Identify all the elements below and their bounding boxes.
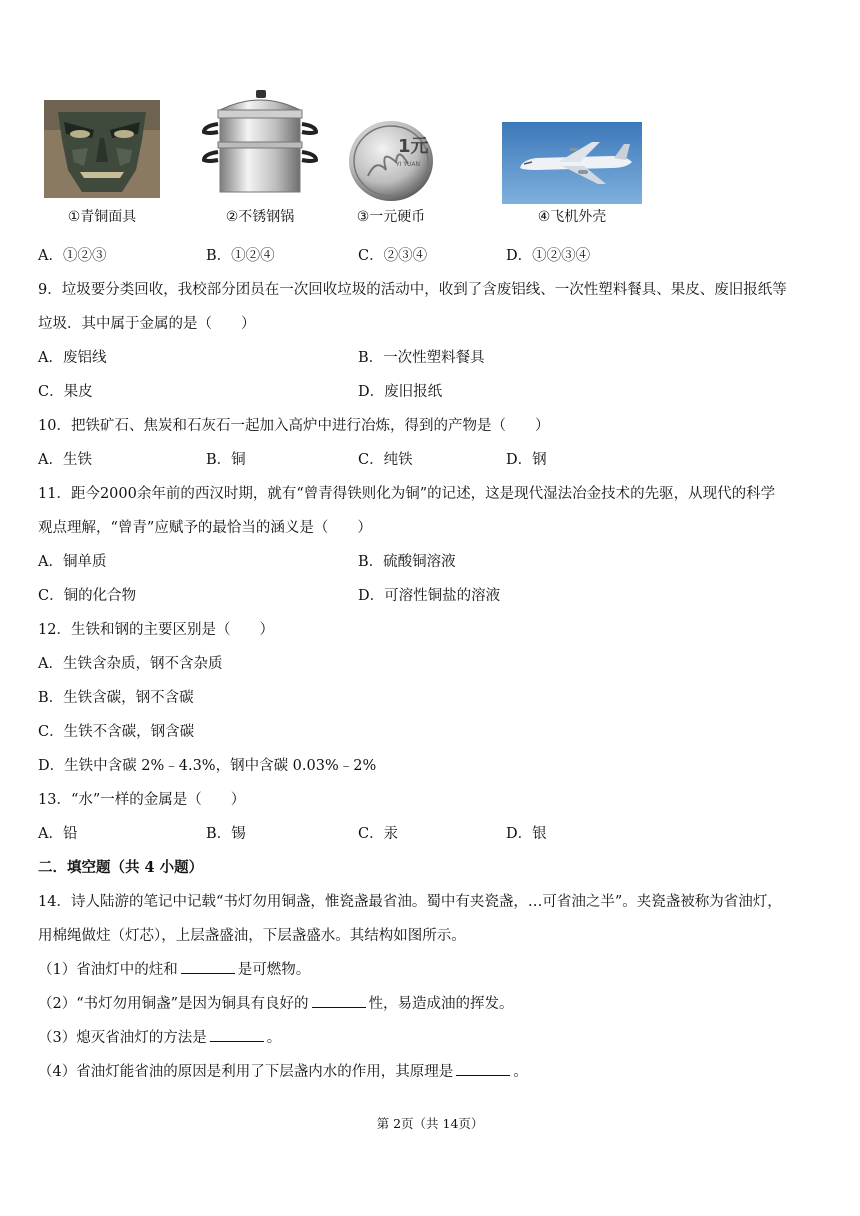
q8-option-c: C．②③④ — [358, 248, 428, 264]
q14-sub3-text-b: 。 — [266, 1030, 282, 1046]
q8-option-a: A．①②③ — [38, 248, 107, 264]
q13-option-c: C．汞 — [358, 826, 399, 842]
airplane-image — [502, 122, 642, 204]
q11-stem-2: 观点理解，“曾青”应赋予的最恰当的涵义是（ ） — [38, 520, 372, 536]
steamer-pot-icon — [198, 88, 322, 200]
q13-option-d: D．银 — [506, 826, 547, 842]
q13-stem: 13．“水”一样的金属是（ ） — [38, 792, 246, 808]
section-heading: 二．填空题（共 4 小题） — [38, 859, 204, 876]
image-caption-4: ④飞机外壳 — [537, 209, 607, 225]
q9-option-c: C．果皮 — [38, 384, 93, 400]
q10-option-d: D．钢 — [506, 452, 547, 468]
bronze-mask-icon — [44, 100, 160, 198]
q9-option-a: A．废铝线 — [38, 350, 107, 366]
q14-sub3-text-a: （3）熄灭省油灯的方法是 — [38, 1030, 207, 1046]
q10-option-b: B．铜 — [206, 452, 246, 468]
q14-sub4 — [38, 1060, 528, 1081]
q14-sub1-text-b: 是可燃物。 — [237, 962, 311, 978]
q11-stem-1: 11．距今2000余年前的西汉时期，就有“曾青得铁则化为铜”的记述，这是现代湿法冶金技术的先驱，从现代的科学 — [38, 486, 776, 502]
q14-sub2-text-a: （2）“书灯勿用铜盏”是因为铜具有良好的 — [38, 996, 309, 1012]
airplane-icon — [502, 122, 642, 204]
q12-option-a: A．生铁含杂质，钢不含杂质 — [38, 656, 223, 672]
image-caption-1: ①青铜面具 — [67, 209, 137, 225]
answer-blank[interactable] — [456, 1063, 510, 1076]
answer-blank[interactable] — [181, 961, 235, 974]
q8-option-b: B．①②④ — [206, 248, 275, 264]
image-caption-2: ②不锈钢锅 — [225, 209, 295, 225]
q10-option-c: C．纯铁 — [358, 452, 413, 468]
q13-option-a: A．铅 — [38, 826, 78, 842]
steamer-pot-image — [198, 88, 322, 200]
one-yuan-coin-icon — [346, 118, 436, 204]
q14-sub1-text-a: （1）省油灯中的炷和 — [38, 962, 178, 978]
q9-option-d: D．废旧报纸 — [358, 384, 443, 400]
image-caption-3: ③一元硬币 — [356, 209, 426, 225]
q11-option-d: D．可溶性铜盐的溶液 — [358, 588, 501, 604]
answer-blank[interactable] — [210, 1029, 264, 1042]
q11-option-c: C．铜的化合物 — [38, 588, 137, 604]
bronze-mask-image — [44, 100, 160, 198]
q13-option-b: B．锡 — [206, 826, 246, 842]
coin-sub-text: YI YUAN — [396, 161, 420, 168]
q14-sub2 — [38, 992, 514, 1013]
q12-option-c: C．生铁不含碳，钢含碳 — [38, 724, 195, 740]
q10-stem: 10．把铁矿石、焦炭和石灰石一起加入高炉中进行冶炼，得到的产物是（ ） — [38, 418, 550, 434]
answer-blank[interactable] — [312, 995, 366, 1008]
q9-stem-1: 9．垃圾要分类回收，我校部分团员在一次回收垃圾的活动中，收到了含废铝线、一次性塑料餐具、果皮、废旧报纸等 — [38, 282, 787, 298]
q14-sub3 — [38, 1026, 281, 1047]
q10-option-a: A．生铁 — [38, 452, 92, 468]
page-footer: 第 2页（共 14页） — [376, 1116, 484, 1131]
q14-sub4-text-b: 。 — [513, 1064, 528, 1080]
q12-option-d: D．生铁中含碳 2%﹣4.3%，钢中含碳 0.03%﹣2% — [38, 758, 377, 774]
q9-stem-2: 垃圾．其中属于金属的是（ ） — [38, 316, 256, 332]
q11-option-b: B．硫酸铜溶液 — [358, 554, 456, 570]
q8-option-d: D．①②③④ — [506, 248, 591, 264]
q9-option-b: B．一次性塑料餐具 — [358, 350, 485, 366]
q14-stem-2: 用棉绳做炷（灯芯），上层盏盛油，下层盏盛水。其结构如图所示。 — [38, 928, 466, 944]
q11-option-a: A．铜单质 — [38, 554, 107, 570]
coin-image — [346, 118, 436, 204]
q14-sub4-text-a: （4）省油灯能省油的原因是利用了下层盏内水的作用，其原理是 — [38, 1064, 454, 1080]
q12-stem: 12．生铁和钢的主要区别是（ ） — [38, 622, 274, 638]
q14-stem-1: 14．诗人陆游的笔记中记载“书灯勿用铜盏，惟瓷盏最省油。蜀中有夹瓷盏，…可省油之半”。夹瓷盏被称为省油灯， — [38, 894, 782, 910]
q14-sub1 — [38, 958, 310, 979]
q12-option-b: B．生铁含碳，钢不含碳 — [38, 690, 194, 706]
coin-value-text: 1元 — [398, 136, 429, 157]
q14-sub2-text-b: 性，易造成油的挥发。 — [368, 996, 514, 1012]
